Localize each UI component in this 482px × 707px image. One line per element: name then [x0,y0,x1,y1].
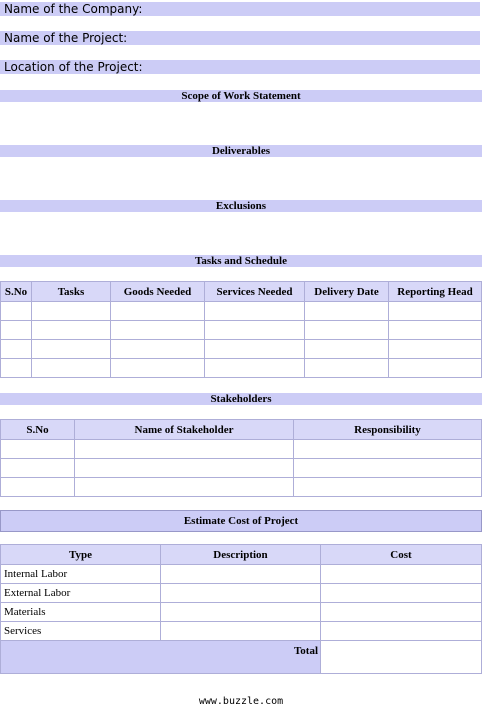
cost-header-type: Type [1,545,161,565]
table-row [1,340,482,359]
tasks-schedule-heading: Tasks and Schedule [0,255,482,267]
tasks-header-goods: Goods Needed [111,282,205,302]
footer-url: www.buzzle.com [198,696,284,707]
deliverables-heading: Deliverables [0,145,482,157]
stakeholders-header-sno: S.No [1,420,75,440]
cost-header-cost: Cost [321,545,482,565]
table-row [1,302,482,321]
stakeholders-heading: Stakeholders [0,393,482,405]
table-row [1,478,482,497]
table-row [1,622,482,641]
table-row [1,440,482,459]
cost-type-label: Materials [1,603,161,622]
project-location-field[interactable]: Location of the Project: [0,60,480,74]
tasks-header-reporting: Reporting Head [389,282,482,302]
cost-type-label: External Labor [1,584,161,603]
company-name-field[interactable]: Name of the Company: [0,2,480,16]
stakeholders-header-responsibility: Responsibility [294,420,482,440]
table-row [1,321,482,340]
table-row [1,565,482,584]
scope-heading: Scope of Work Statement [0,90,482,102]
table-row [1,603,482,622]
tasks-header-services: Services Needed [205,282,305,302]
table-row [1,459,482,478]
table-row [1,584,482,603]
tasks-header-delivery: Delivery Date [305,282,389,302]
table-row [1,359,482,378]
cost-type-label: Internal Labor [1,565,161,584]
tasks-header-sno: S.No [1,282,32,302]
stakeholders-header-name: Name of Stakeholder [75,420,294,440]
cost-table [0,544,482,674]
project-name-field[interactable]: Name of the Project: [0,31,480,45]
estimate-cost-heading: Estimate Cost of Project [0,510,482,532]
cost-header-description: Description [161,545,321,565]
exclusions-heading: Exclusions [0,200,482,212]
cost-type-label: Services [1,622,161,641]
total-label: Total [1,641,321,674]
tasks-table [0,281,482,378]
total-row [1,641,482,674]
total-cost-cell[interactable] [321,641,482,674]
stakeholders-table [0,419,482,497]
tasks-header-tasks: Tasks [32,282,111,302]
